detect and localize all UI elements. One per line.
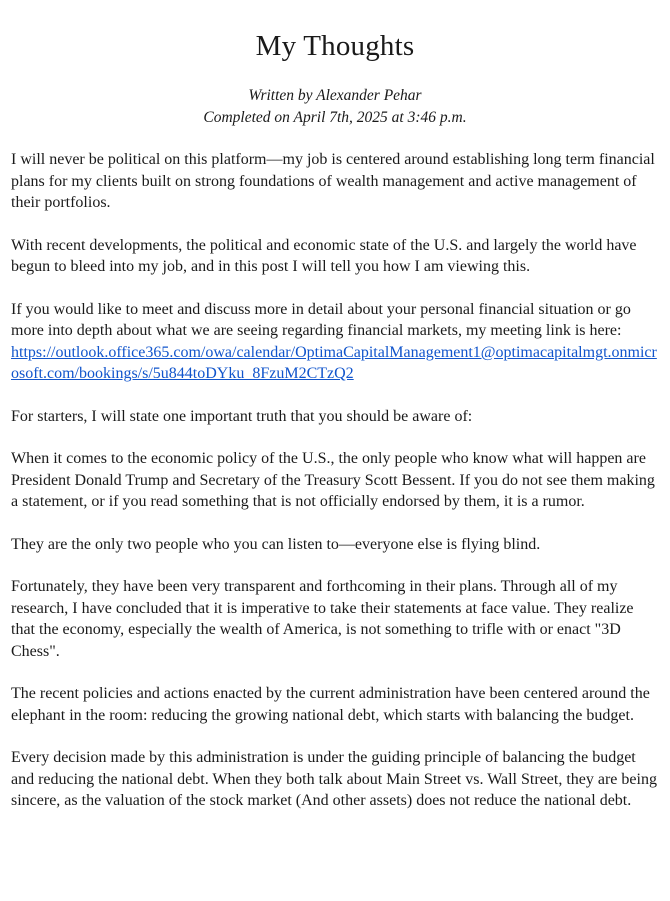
paragraph-starters: For starters, I will state one important truth that you should be aware of:	[11, 407, 473, 425]
paragraph-only-two: They are the only two people who you can listen to—everyone else is flying blind.	[11, 535, 541, 553]
byline	[11, 85, 659, 129]
author-line: Written by Alexander Pehar	[248, 87, 422, 104]
paragraph-transparent: Fortunately, they have been very transparent and forthcoming in their plans. Through all of my research, I have concluded that it is imperative to take their statements at face value. They realize that the economy, especially the wealth of America, is not something to trifle with or enact "3D Chess".	[11, 578, 634, 660]
paragraph-intro: I will never be political on this platform—my job is centered around establishing long term financial plans for my clients built on strong foundations of wealth management and active management of their portfolios.	[11, 151, 655, 211]
article-body	[11, 149, 659, 812]
page-title: My Thoughts	[255, 30, 415, 62]
paragraph-recent-developments: With recent developments, the political and economic state of the U.S. and largely the world have begun to bleed into my job, and in this post I will tell you how I am viewing this.	[11, 236, 637, 275]
paragraph-economic-policy: When it comes to the economic policy of the U.S., the only people who know what will happen are President Donald Trump and Secretary of the Treasury Scott Bessent. If you do not see them making a statement, or if you read something that is not officially endorsed by them, it is a rumor.	[11, 450, 655, 510]
paragraph-meeting	[11, 299, 659, 385]
meeting-link[interactable]: https://outlook.office365.com/owa/calendar/OptimaCapitalManagement1@optimacapitalmgt.onmicrosoft.com/bookings/s/5u844toDYku_8FzuM2CTzQ2	[11, 343, 657, 382]
completed-date-line: Completed on April 7th, 2025 at 3:46 p.m.	[203, 109, 467, 126]
meeting-text: If you would like to meet and discuss more in detail about your personal financial situation or go more into depth about what we are seeing regarding financial markets, my meeting link is here:	[11, 300, 631, 339]
paragraph-every-decision: Every decision made by this administration is under the guiding principle of balancing the budget and reducing the national debt. When they both talk about Main Street vs. Wall Street, they are being sincere, as the valuation of the stock market (And other assets) does not reduce the national debt.	[11, 749, 657, 809]
paragraph-recent-policies: The recent policies and actions enacted by the current administration have been centered around the elephant in the room: reducing the growing national debt, which starts with balancing the budget.	[11, 685, 650, 724]
